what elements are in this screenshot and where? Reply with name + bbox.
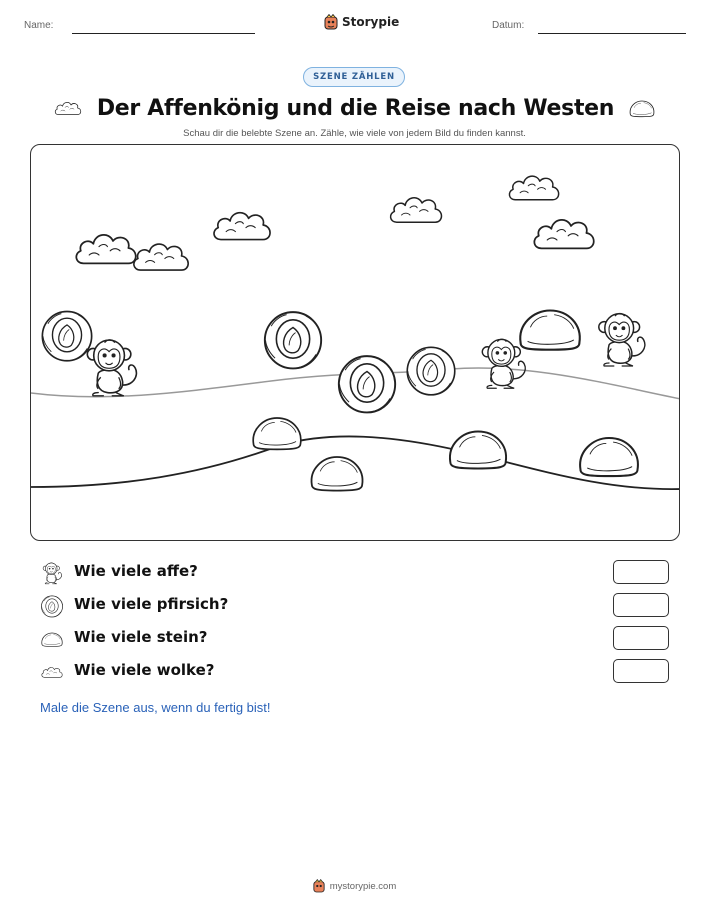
- coloring-note: Male die Szene aus, wenn du fertig bist!: [40, 700, 271, 715]
- monkey-icon: [40, 561, 64, 585]
- name-label: Name:: [24, 20, 54, 31]
- page-title: Der Affenkönig und die Reise nach Westen: [96, 95, 615, 121]
- stone-icon: [628, 98, 656, 118]
- scene-count-badge: SZENE ZÄHLEN: [303, 67, 405, 87]
- storypie-logo-icon: [313, 879, 325, 893]
- title-row: [0, 92, 709, 124]
- cloud-icon: [40, 660, 64, 684]
- stone-icon: [40, 627, 64, 651]
- monkey-2: [482, 339, 525, 388]
- date-label: Datum:: [492, 20, 525, 31]
- answer-box-cloud[interactable]: [613, 659, 669, 683]
- cloud-6: [534, 220, 593, 248]
- cloud-2: [134, 244, 188, 270]
- stone-1: [520, 311, 579, 350]
- footer-url[interactable]: mystorypie.com: [329, 880, 397, 892]
- brand-logo: [324, 12, 399, 32]
- question-label: Wie viele stein?: [74, 628, 208, 646]
- question-monkey: [40, 560, 670, 586]
- question-stone: [40, 626, 670, 652]
- stone-2: [253, 418, 301, 449]
- answer-box-peach[interactable]: [613, 593, 669, 617]
- peach-icon: [40, 594, 64, 618]
- date-line[interactable]: [538, 33, 686, 34]
- cloud-5: [509, 176, 558, 200]
- answer-box-stone[interactable]: [613, 626, 669, 650]
- stone-3: [312, 457, 363, 491]
- question-label: Wie viele wolke?: [74, 661, 215, 679]
- instructions: Schau dir die belebte Szene an. Zähle, wie viele von jedem Bild du finden kannst.: [183, 128, 526, 139]
- question-cloud: [40, 659, 670, 685]
- cloud-3: [214, 213, 270, 240]
- peach-2: [265, 312, 321, 368]
- storypie-logo-icon: [324, 14, 338, 30]
- cloud-1: [76, 235, 135, 263]
- question-label: Wie viele pfirsich?: [74, 595, 229, 613]
- monkey-3: [599, 314, 645, 367]
- cloud-4: [391, 198, 442, 222]
- peach-3: [339, 356, 395, 412]
- counting-scene: [30, 144, 680, 541]
- question-label: Wie viele affe?: [74, 562, 198, 580]
- brand-name: Storypie: [342, 15, 400, 29]
- question-peach: [40, 593, 670, 619]
- stone-4: [450, 432, 506, 469]
- cloud-icon: [53, 98, 83, 118]
- scene-illustration: [31, 145, 680, 541]
- answer-box-monkey[interactable]: [613, 560, 669, 584]
- name-line[interactable]: [72, 33, 255, 34]
- footer: [0, 879, 709, 893]
- peach-1: [42, 311, 91, 360]
- stone-5: [580, 438, 638, 476]
- peach-4: [407, 347, 455, 395]
- monkey-1: [87, 340, 136, 396]
